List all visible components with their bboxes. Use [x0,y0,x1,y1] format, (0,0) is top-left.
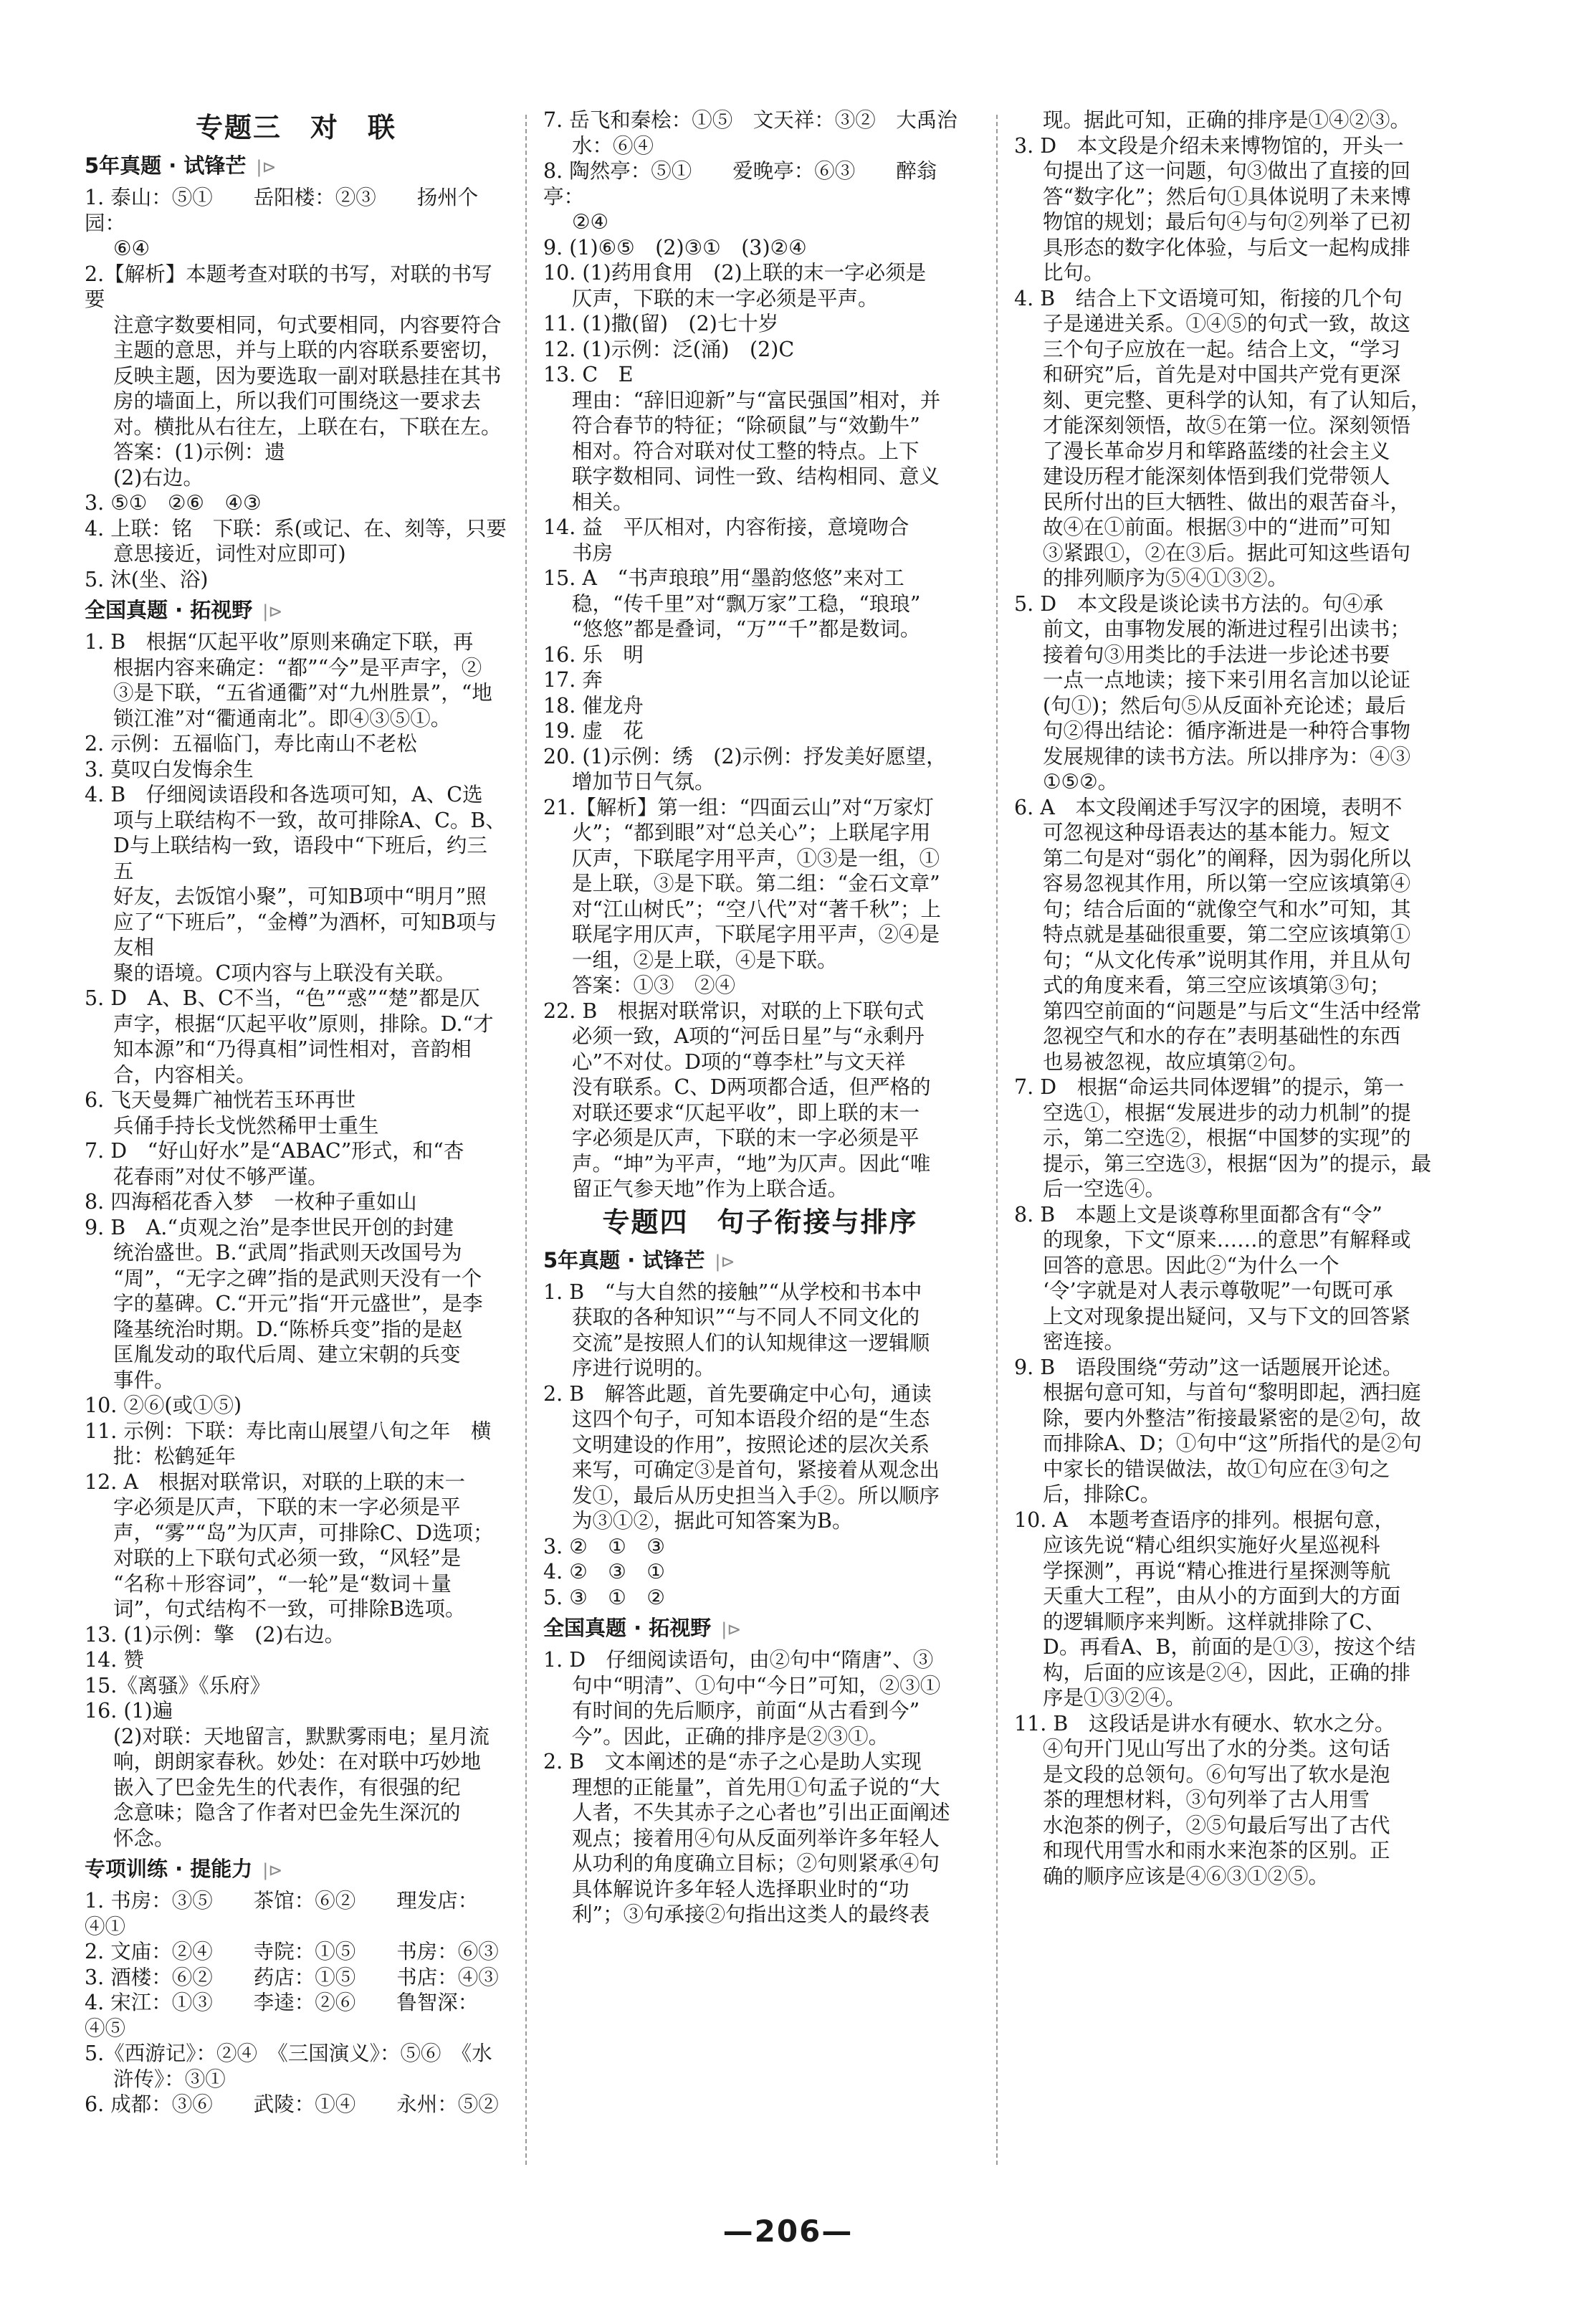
answer-line-continued: 除，要内外整洁”衔接最紧密的是②句，故 [1043,1406,1421,1430]
subsection-heading-text: 5年真题 · 试锋芒 [543,1247,705,1272]
answer-line-continued: 火”；“都到眼”对“总关心”；上联尾字用 [572,821,931,844]
answer-line-continued: 的逻辑顺序来判断。这样就排除了C、 [1043,1609,1385,1634]
answer-line-continued: 第二句是对“弱化”的阐释，因为弱化所以 [1043,846,1411,870]
answer-line-continued: 应了“下班后”，“金樽”为酒杯，可知B项与友相 [113,910,497,959]
answer-item: 13. (1)示例：擎 (2)右边。 [85,1622,345,1647]
answer-line-continued: 答“数字化”；然后句①具体说明了未来博 [1043,184,1411,209]
answer-line-continued: 相对。符合对联对仗工整的特点。上下 [572,439,920,463]
answer-line-continued: 才能深刻领悟，故⑤在第一位。深刻领悟 [1043,414,1411,437]
answer-item: 4. ② ③ ① [543,1560,665,1584]
answer-item: 8. 陶然亭：⑤① 爱晚亭：⑥③ 醉翁亭： [543,159,937,209]
answer-line-continued: 对联的上下联句式必须一致，“风轻”是 [113,1546,462,1570]
answer-item: 10. ②⑥(或①⑤) [85,1394,242,1417]
answer-line-continued: 句中“明清”、①句中“今日”可知，②③① [572,1673,941,1697]
answer-line-continued: 响，朗朗家春秋。妙处：在对联中巧妙地 [113,1750,482,1773]
answer-page [85,108,1511,2215]
answer-line-continued: 批：松鹤延年 [113,1444,237,1468]
answer-line-continued: 三个句子应放在一起。结合上文，“学习 [1043,337,1401,361]
answer-line-continued: 密连接。 [1043,1330,1125,1353]
answer-line-continued: 具形态的数字化体验，与后文一起构成排 [1043,235,1411,259]
subsection-heading [85,592,507,629]
section-title: 专题四 句子衔接与排序 [602,1206,918,1238]
answer-item: 14. 益 平仄相对，内容衔接，意境吻合 [543,515,909,539]
answer-line-continued: 字的墓碑。C.“开元”指“开元盛世”，是李 [113,1292,483,1315]
answer-line-continued: ①⑤②。 [1043,770,1119,794]
answer-line-continued: 而排除A、D；①句中“这”所指代的是②句 [1043,1432,1422,1455]
answer-item: 15.《离骚》《乐府》 [85,1673,271,1697]
answer-item: 6. 成都：③⑥ 武陵：①④ 永州：⑤② [85,2092,499,2116]
answer-item: 20. (1)示例：绣 (2)示例：抒发美好愿望， [543,744,947,768]
subsection-heading-text: 全国真题 · 拓视野 [543,1616,712,1640]
answer-item: 5. 沐(坐、浴) [85,567,209,591]
answer-line-continued: 水泡茶的例子，②⑤句最后写出了古代 [1043,1813,1390,1837]
answer-line-continued: 物馆的规划；最后句④与句②列举了已初 [1043,210,1411,234]
answer-line-continued: 交流”是按照人们的认知规律这一逻辑顺 [572,1330,930,1355]
answer-item: 18. 催龙舟 [543,693,644,718]
answer-line-continued: 的现象，下文“原来……的意思”有解释或 [1043,1228,1411,1252]
answer-item: 3. D 本文段是介绍未来博物馆的，开头一 [1014,133,1404,158]
answer-line-continued: 嵌入了巴金先生的代表作，有很强的纪 [113,1775,461,1799]
answer-item: 3. ② ① ③ [543,1534,665,1558]
answer-line-continued: 房的墙面上，所以我们可围绕这一要求去 [113,389,482,413]
answer-line-continued: 和研究”后，首先是对中国共产党有更深 [1043,363,1401,386]
answer-line-continued: 构，后面的应该是②④，因此，正确的排 [1043,1660,1411,1685]
answer-line-continued: 序进行说明的。 [572,1356,715,1380]
answer-line-continued: 也易被忽视，故应填第②句。 [1043,1049,1309,1074]
answer-line-continued: 式的角度来看，第三空应该填第③句； [1043,973,1390,997]
answer-item: 5. D 本文段是谈论读书方法的。句④承 [1014,591,1384,616]
answer-line-continued: 主题的意思，并与上联的内容联系要密切， [113,338,502,362]
answer-line-continued: 根据内容来确定：“都”“今”是平声字，② [113,655,482,680]
answer-line-continued: 隆基统治时期。D.“陈桥兵变”指的是赵 [113,1317,463,1341]
answer-item: 10. (1)药用食用 (2)上联的末一字必须是 [543,261,927,285]
answer-line-continued: 意思接近，词性对应即可) [113,542,346,566]
answer-line-continued: (句①)；然后句⑤从反面补充论述；最后 [1043,693,1406,718]
answer-line-continued: 中家长的错误做法，故①句应在③句之 [1043,1457,1390,1481]
answer-line-continued: 聚的语境。C项内容与上联没有关联。 [113,961,456,985]
answer-line-continued: ②④ [572,210,609,234]
subsection-heading [543,1610,977,1647]
answer-line-continued: 发①，最后从历史担当入手②。所以顺序 [572,1483,940,1508]
answer-item: 2. B 解答此题，首先要确定中心句，通读 [543,1381,932,1406]
answer-line-continued: 这四个句子，可知本语段介绍的是“生态 [572,1407,930,1431]
answer-line-continued: 对“江山树氏”；“空八代”对“著千秋”；上 [572,897,941,921]
answer-line-continued: 从功利的角度确立目标；②句则紧承④句 [572,1852,940,1875]
answer-line-continued: 事件。 [113,1368,175,1392]
answer-item: 12. (1)示例：泛(涌) (2)C [543,337,795,361]
answer-line-continued: 项与上联结构不一致，故可排除A、C。B、 [113,808,506,832]
answer-item: 16. (1)遍 [85,1699,173,1723]
answer-item: 17. 奔 [543,668,603,692]
answer-line-continued: 刻、更完整、更科学的认知，有了认知后， [1043,388,1431,412]
answer-item: 5. ③ ① ② [543,1585,665,1609]
answer-line-continued: 句；“从文化传承”说明其作用，并且从句 [1043,948,1411,972]
answer-line-continued: 注意字数要相同，句式要相同，内容要符合 [113,313,502,337]
answer-line-continued: “周”，“无字之碑”指的是武则天没有一个 [113,1266,482,1290]
answer-line-continued: 比句。 [1043,261,1104,285]
answer-item: 10. A 本题考查语序的排列。根据句意， [1014,1508,1395,1532]
answer-line-continued: 利”；③句承接②句指出这类人的最终表 [572,1902,930,1926]
answer-item: 5.《西游记》：②④ 《三国演义》：⑤⑥ 《水 [85,2042,492,2065]
answer-line-continued: 子是递进关系。①④⑤的句式一致，故这 [1043,312,1411,335]
answer-item: 1. 书房：③⑤ 茶馆：⑥② 理发店：④① [85,1889,479,1938]
arrow-icon: |⊳ [262,1860,283,1880]
subsection-heading [543,1242,977,1280]
answer-line-continued: 现。据此可知，正确的排序是①④②③。 [1043,108,1411,132]
answer-line-continued: 后，排除C。 [1043,1482,1161,1506]
answer-line-continued: 声字，根据“仄起平收”原则，排除。D.“才 [113,1011,494,1036]
arrow-icon: |⊳ [262,601,283,622]
answer-item: 4. B 结合上下文语境可知，衔接的几个句 [1014,286,1403,310]
answer-line-continued: 对。横批从右往左，上联在右，下联在左。 [113,414,502,439]
answer-item: 2. 示例：五福临门，寿比南山不老松 [85,732,417,756]
answer-line-continued: 后一空选④。 [1043,1177,1166,1201]
arrow-icon: |⊳ [256,157,277,177]
answer-line-continued: 回答的意思。因此②“为什么一个 [1043,1253,1339,1277]
column-right [1014,108,1480,1889]
answer-line-continued: 对联还要求“仄起平收”，即上联的末一 [572,1100,920,1125]
answer-line-continued: 和现代用雪水和雨水来泡茶的区别。正 [1043,1839,1390,1862]
answer-line-continued: 文明建设的作用”，按照论述的层次关系 [572,1432,930,1457]
answer-item: 15. A “书声琅琅”用“墨韵悠悠”来对工 [543,566,904,590]
answer-line-continued: 增加节日气氛。 [572,770,715,794]
answer-item: 8. 四海稻花香入梦 一枚种子重如山 [85,1190,417,1214]
answer-line-continued: 兵俑手持长戈恍然稀甲士重生 [113,1113,379,1138]
answer-line-continued: ⑥④ [113,237,151,260]
answer-line-continued: 仄声，下联的末一字必须是平声。 [572,286,879,310]
answer-line-continued: ③紧跟①，②在③后。据此可知这些语句 [1043,540,1411,565]
answer-item: 4. 宋江：①③ 李逵：②⑥ 鲁智深：④⑤ [85,1991,479,2040]
answer-line-continued: 忽视空气和水的存在”表明基础性的东西 [1043,1024,1401,1048]
answer-line-continued: ‘令’字就是对人表示尊敬呢”一句既可承 [1043,1279,1393,1303]
answer-line-continued: 心”不对仗。D项的“尊李杜”与文天祥 [572,1049,906,1074]
answer-line-continued: 茶的理想材料，③句列举了古人用雪 [1043,1788,1370,1811]
answer-item: 16. 乐 明 [543,642,644,667]
answer-item: 7. 岳飞和秦桧：①⑤ 文天祥：③② 大禹治 [543,108,957,132]
answer-line-continued: 没有联系。C、D两项都合适，但严格的 [572,1075,931,1099]
column-left [85,108,507,2118]
answer-line-continued: 仄声，下联尾字用平声，①③是一组，① [572,846,940,870]
answer-line-continued: 学探测”，再说“精心推进行星探测等航 [1043,1558,1391,1583]
answer-line-continued: 来写，可确定③是首句，紧接着从观念出 [572,1458,940,1482]
answer-line-continued: 特点就是基础很重要，第二空应该填第① [1043,923,1411,946]
answer-line-continued: 声。“坤”为平声，“地”为仄声。因此“唯 [572,1151,931,1176]
answer-line-continued: 理想的正能量”，首先用①句孟子说的“大 [572,1775,940,1799]
answer-line-continued: 句提出了这一问题，句③做出了直接的回 [1043,159,1411,183]
answer-line-continued: 浒传》：③① [113,2067,226,2091]
answer-line-continued: 获取的各种知识”“与不同人不同文化的 [572,1305,920,1329]
answer-item: 12. A 根据对联常识，对联的上联的末一 [85,1470,465,1494]
answer-item: 6. A 本文段阐述手写汉字的困境，表明不 [1014,795,1403,819]
answer-line-continued: 句②得出结论：循序渐进是一种符合事物 [1043,719,1411,743]
subsection-heading [85,1851,507,1888]
column-divider [996,115,998,2165]
answer-line-continued: 上文对现象提出疑问，又与下文的回答紧 [1043,1304,1411,1328]
answer-line-continued: 观点；接着用④句从反面列举许多年轻人 [572,1826,940,1850]
answer-line-continued: 天重大工程”，由从小的方面到大的方面 [1043,1584,1401,1608]
answer-line-continued: 念意味；隐含了作者对巴金先生深沉的 [113,1801,461,1824]
answer-line-continued: 合，内容相关。 [113,1062,257,1087]
answer-line-continued: 第四空前面的“问题是”与后文“生活中经常 [1043,999,1422,1023]
answer-line-continued: 根据句意可知，与首句“黎明即起，洒扫庭 [1043,1381,1421,1404]
answer-line-continued: 答案：(1)示例：遗 [113,440,285,464]
answer-line-continued: 今”。因此，正确的排序是②③①。 [572,1724,889,1748]
answer-line-continued: ③是下联，“五省通衢”对“九州胜景”，“地 [113,681,492,705]
answer-item: 3. 莫叹白发悔余生 [85,757,254,781]
answer-line-continued: 一组，②是上联，④是下联。 [572,948,838,972]
answer-item: 13. C E [543,363,634,386]
answer-line-continued: 有时间的先后顺序，前面“从古看到今” [572,1699,920,1723]
answer-line-continued: 容易忽视其作用，所以第一空应该填第④ [1043,872,1411,895]
answer-line-continued: 匡胤发动的取代后周、建立宋朝的兵变 [113,1343,461,1366]
answer-line-continued: 的排列顺序为⑤④①③②。 [1043,566,1289,590]
answer-item: 19. 虚 花 [543,719,644,743]
answer-line-continued: 词”，句式结构不一致，可排除B选项。 [113,1597,466,1621]
answer-line-continued: ④句开门见山写出了水的分类。这句话 [1043,1737,1390,1761]
answer-line-continued: “悠悠”都是叠词，“万”“千”都是数词。 [572,617,921,641]
answer-line-continued: 水：⑥④ [572,133,654,158]
answer-line-continued: 答案：①③ ②④ [572,973,736,997]
answer-line-continued: 必须一致，A项的“河岳日星”与“永剩丹 [572,1024,925,1048]
answer-line-continued: 接着句③用类比的手法进一步论述书要 [1043,642,1390,667]
answer-item: 11. (1)撒(留) (2)七十岁 [543,312,779,335]
answer-line-continued: “名称＋形容词”，“一轮”是“数词＋量 [113,1571,452,1596]
answer-line-continued: 联尾字用仄声，下联尾字用平声，②④是 [572,923,940,946]
answer-line-continued: 可忽视这种母语表达的基本能力。短文 [1043,821,1390,844]
answer-line-continued: 前文，由事物发展的渐进过程引出读书； [1043,617,1411,641]
answer-line-continued: 稳，“传千里”对“飘万家”工稳，“琅琅” [572,591,921,616]
section-title: 专题三 对 联 [195,112,396,143]
answer-item: 3. ⑤① ②⑥ ④③ [85,491,262,515]
subsection-heading-text: 专项训练 · 提能力 [85,1857,253,1881]
answer-line-continued: 民所付出的巨大牺牲、做出的艰苦奋斗， [1043,490,1411,514]
answer-item: 9. (1)⑥⑤ (2)③① (3)②④ [543,235,807,259]
answer-line-continued: 示，第二空选②，根据“中国梦的实现”的 [1043,1126,1411,1150]
arrow-icon: |⊳ [721,1619,742,1639]
answer-line-continued: 发展规律的读书方法。所以排序为：④③ [1043,744,1411,768]
answer-item: 4. 上联：铭 下联：系(或记、在、刻等，只要 [85,516,507,540]
answer-line-continued: 字必须是仄声，下联的末一字必须是平 [572,1126,920,1150]
answer-item: 8. B 本题上文是谈尊称里面都含有“令” [1014,1202,1382,1227]
answer-line-continued: 故④在①前面。根据③中的“进而”可知 [1043,515,1391,539]
answer-item: 1. 泰山：⑤① 岳阳楼：②③ 扬州个园： [85,186,479,235]
answer-line-continued: 人者，不失其赤子之心者也”引出正面阐述 [572,1801,950,1824]
answer-item: 9. B A.“贞观之治”是李世民开创的封建 [85,1215,454,1239]
answer-line-continued: 应该先说“精心组织实施好火星巡视科 [1043,1533,1380,1557]
answer-line-continued: 句；结合后面的“就像空气和水”可知，其 [1043,897,1411,921]
answer-item: 21.【解析】第一组：“四面云山”对“万家灯 [543,795,935,819]
answer-line-continued: 为③①②，据此可知答案为B。 [572,1509,853,1533]
answer-line-continued: 建设历程才能深刻体悟到我们党带领人 [1043,465,1390,488]
answer-item: 1. D 仔细阅读语句，由②句中“隋唐”、③ [543,1648,934,1672]
answer-item: 4. B 仔细阅读语段和各选项可知，A、C选 [85,783,483,806]
answer-item: 11. 示例：下联：寿比南山展望八旬之年 横 [85,1419,492,1443]
answer-item: 3. 酒楼：⑥② 药店：①⑤ 书店：④③ [85,1965,499,1989]
answer-item: 1. B 根据“仄起平收”原则来确定下联，再 [85,630,474,654]
answer-line-continued: 统治盛世。B.“武周”指武则天改国号为 [113,1241,462,1265]
answer-line-continued: 一点一点地读；接下来引用名言加以论证 [1043,668,1411,692]
answer-line-continued: 是上联，③是下联。第二组：“金石文章” [572,872,940,895]
answer-item: 1. B “与大自然的接触”“从学校和书本中 [543,1280,922,1304]
subsection-heading-text: 全国真题 · 拓视野 [85,598,253,622]
answer-item: 7. D “好山好水”是“ABAC”形式，和“杏 [85,1139,464,1163]
answer-line-continued: 反映主题，因为要选取一副对联悬挂在其书 [113,363,502,388]
answer-item: 6. 飞天曼舞广袖恍若玉环再世 [85,1088,356,1112]
answer-item: 9. B 语段围绕“劳动”这一话题展开论述。 [1014,1355,1403,1379]
answer-item: 5. D A、B、C不当，“色”“惑”“楚”都是仄 [85,986,480,1010]
column-middle [543,108,977,1928]
answer-line-continued: 怀念。 [113,1826,175,1850]
answer-line-continued: 提示，第三空选③，根据“因为”的提示，最 [1043,1151,1432,1176]
answer-line-continued: 确的顺序应该是④⑥③①②⑤。 [1043,1864,1329,1888]
answer-line-continued: 相关。 [572,490,634,514]
answer-line-continued: 字必须是仄声，下联的末一字必须是平 [113,1495,461,1519]
page-number: —206— [722,2214,854,2249]
answer-line-continued: 具体解说许多年轻人选择职业时的“功 [572,1877,909,1901]
answer-line-continued: 理由：“辞旧迎新”与“富民强国”相对，并 [572,388,941,412]
answer-line-continued: 好友，去饭馆小聚”，可知B项中“明月”照 [113,885,487,908]
answer-line-continued: D。再看A、B，前面的是①③，按这个结 [1043,1635,1416,1659]
answer-item: 2.【解析】本题考查对联的书写，对联的书写要 [85,262,492,311]
answer-line-continued: D与上联结构一致，语段中“下班后，约三五 [113,834,487,883]
subsection-heading-text: 5年真题 · 试锋芒 [85,153,247,178]
answer-line-continued: (2)右边。 [113,465,204,490]
answer-line-continued: 书房 [572,540,613,565]
answer-item: 2. B 文本阐述的是“赤子之心是助人实现 [543,1750,922,1773]
answer-line-continued: 符合春节的特征；“除硕鼠”与“效勤牛” [572,414,920,437]
answer-line-continued: 了漫长革命岁月和筚路蓝缕的社会主义 [1043,439,1390,463]
subsection-heading [85,148,507,185]
answer-line-continued: 联字数相同、词性一致、结构相同、意义 [572,465,940,488]
arrow-icon: |⊳ [715,1251,735,1272]
answer-line-continued: 留正气参天地”作为上联合适。 [572,1177,849,1201]
answer-item: 11. B 这段话是讲水有硬水、软水之分。 [1014,1711,1395,1735]
answer-line-continued: 空选①，根据“发展进步的动力机制”的提 [1043,1100,1411,1125]
answer-line-continued: (2)对联：天地留言，默默雾雨电；星月流 [113,1724,489,1748]
answer-item: 14. 赞 [85,1648,144,1672]
answer-line-continued: 花春雨”对仗不够严谨。 [113,1164,328,1189]
answer-line-continued: 知本源”和“乃得真相”词性相对，音韵相 [113,1037,472,1061]
answer-item: 7. D 根据“命运共同体逻辑”的提示，第一 [1014,1075,1405,1099]
answer-line-continued: 序是①③②④。 [1043,1686,1186,1710]
answer-line-continued: 声，“雾”“岛”为仄声，可排除C、D选项； [113,1520,494,1545]
answer-item: 2. 文庙：②④ 寺院：①⑤ 书房：⑥③ [85,1940,499,1963]
column-divider [525,115,527,2165]
answer-line-continued: 锁江淮”对“衢通南北”。即④③⑤①。 [113,706,452,730]
answer-item: 22. B 根据对联常识，对联的上下联句式 [543,999,925,1023]
answer-line-continued: 是文段的总领句。⑥句写出了软水是泡 [1043,1762,1390,1786]
